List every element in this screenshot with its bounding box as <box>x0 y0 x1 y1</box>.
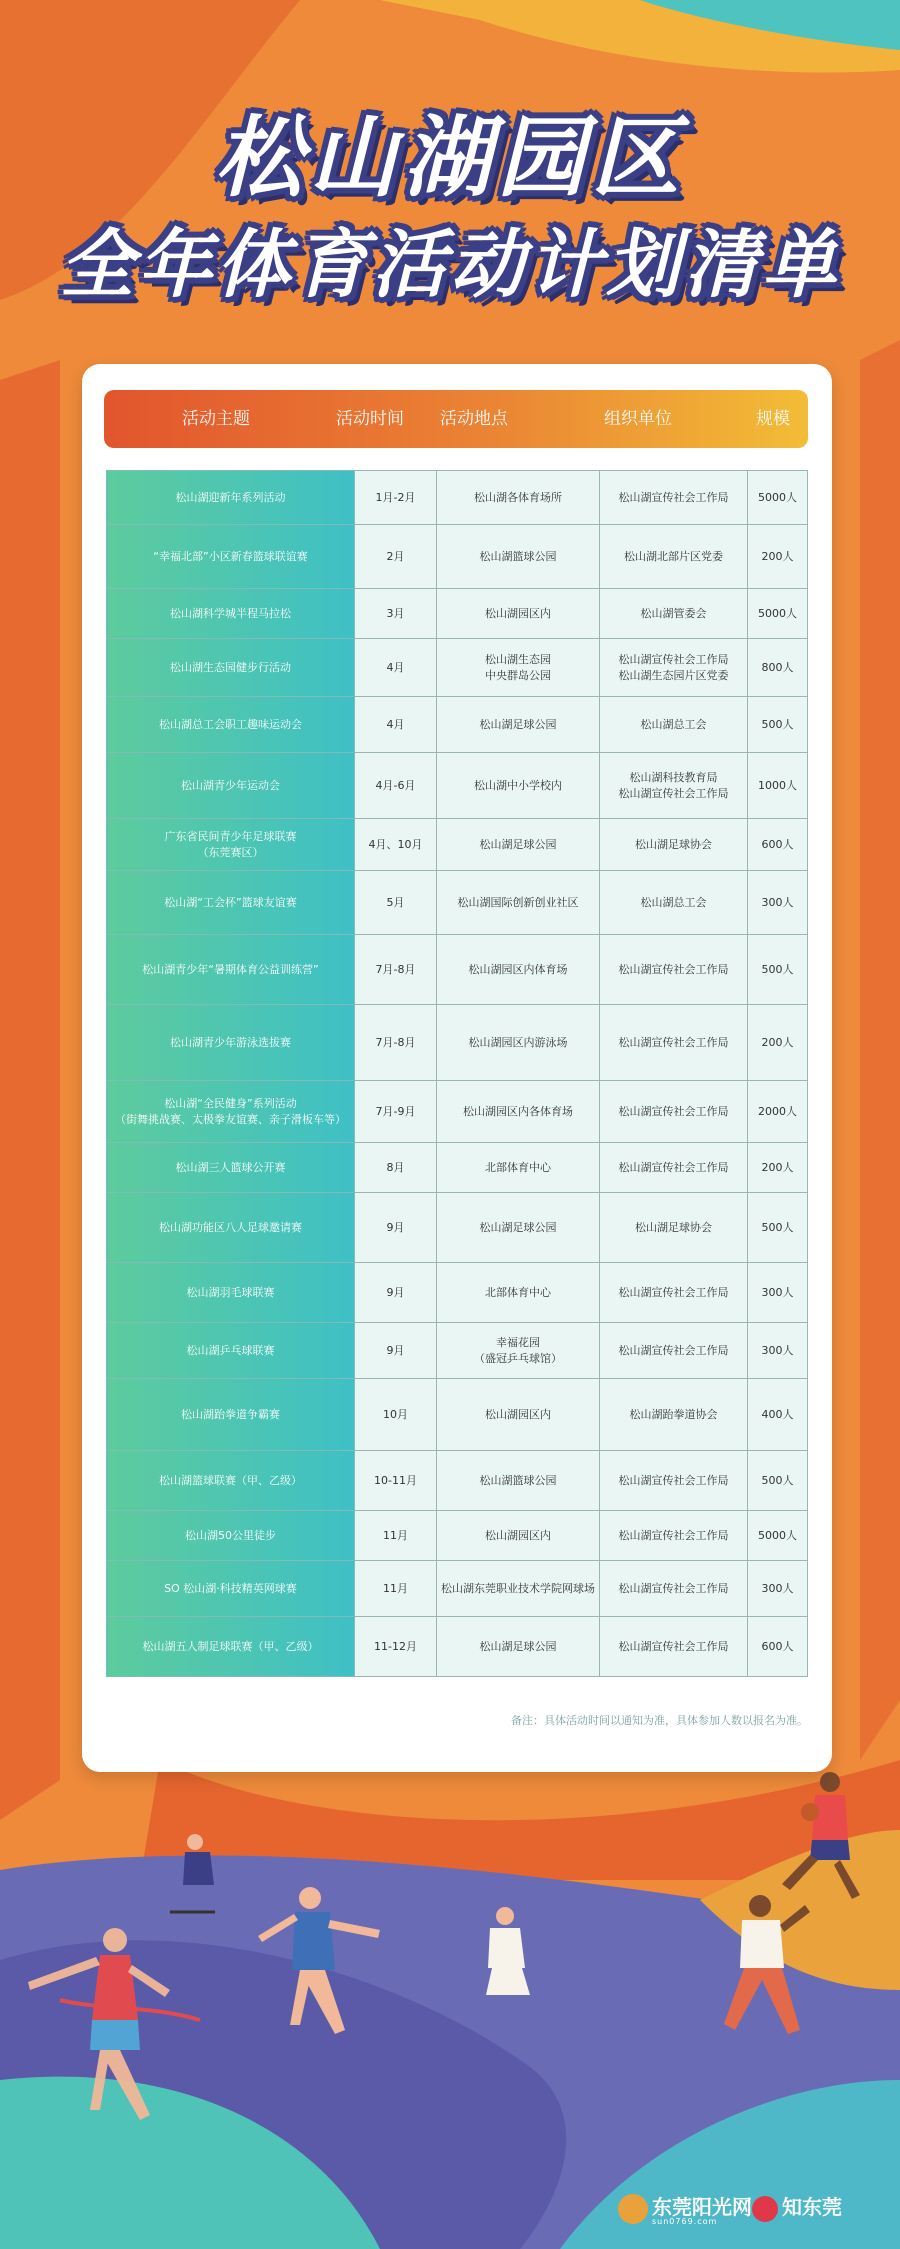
scale-cell: 5000人 <box>748 1511 808 1561</box>
time-cell: 4月 <box>355 697 437 753</box>
time-cell: 2月 <box>355 525 437 589</box>
scale-cell: 800人 <box>748 639 808 697</box>
activity-table-body <box>107 471 808 1677</box>
topic-cell: 松山湖三人篮球公开赛 <box>107 1143 355 1193</box>
place-cell: 松山湖足球公园 <box>437 697 600 753</box>
scale-cell: 600人 <box>748 819 808 871</box>
table-row <box>107 525 808 589</box>
scale-cell: 600人 <box>748 1617 808 1677</box>
table-row <box>107 471 808 525</box>
scale-cell: 400人 <box>748 1379 808 1451</box>
time-cell: 5月 <box>355 871 437 935</box>
org-cell: 松山湖宣传社会工作局 <box>600 1451 748 1511</box>
topic-cell: 松山湖科学城半程马拉松 <box>107 589 355 639</box>
topic-cell: 松山湖篮球联赛（甲、乙级） <box>107 1451 355 1511</box>
scale-cell: 500人 <box>748 1451 808 1511</box>
place-cell: 松山湖篮球公园 <box>437 525 600 589</box>
table-row <box>107 1263 808 1323</box>
table-row <box>107 1005 808 1081</box>
scale-cell: 500人 <box>748 1193 808 1263</box>
table-row <box>107 819 808 871</box>
sun-logo-icon <box>618 2194 648 2224</box>
table-row <box>107 697 808 753</box>
place-cell: 松山湖园区内体育场 <box>437 935 600 1005</box>
place-cell: 松山湖足球公园 <box>437 819 600 871</box>
org-cell: 松山湖科技教育局 松山湖宣传社会工作局 <box>600 753 748 819</box>
scale-cell: 5000人 <box>748 471 808 525</box>
place-cell: 北部体育中心 <box>437 1263 600 1323</box>
table-row <box>107 1143 808 1193</box>
org-cell: 松山湖总工会 <box>600 871 748 935</box>
table-row <box>107 1561 808 1617</box>
topic-cell: “幸福北部”小区新春篮球联谊赛 <box>107 525 355 589</box>
place-cell: 松山湖东莞职业技术学院网球场 <box>437 1561 600 1617</box>
sun0769-logo-name: 东莞阳光网 <box>652 2195 752 2219</box>
org-cell: 松山湖北部片区党委 <box>600 525 748 589</box>
org-cell: 松山湖总工会 <box>600 697 748 753</box>
scale-cell: 2000人 <box>748 1081 808 1143</box>
topic-cell: 松山湖羽毛球联赛 <box>107 1263 355 1323</box>
scale-cell: 200人 <box>748 1005 808 1081</box>
topic-cell: SO 松山湖·科技精英网球赛 <box>107 1561 355 1617</box>
table-row <box>107 1323 808 1379</box>
topic-cell: 松山湖五人制足球联赛（甲、乙级） <box>107 1617 355 1677</box>
scale-cell: 200人 <box>748 1143 808 1193</box>
header-topic: 活动主题 <box>182 409 250 429</box>
topic-cell: 松山湖功能区八人足球邀请赛 <box>107 1193 355 1263</box>
org-cell: 松山湖宣传社会工作局 <box>600 1323 748 1379</box>
header-scale: 规模 <box>756 409 790 429</box>
place-cell: 松山湖足球公园 <box>437 1617 600 1677</box>
table-row <box>107 1511 808 1561</box>
org-cell: 松山湖宣传社会工作局 <box>600 471 748 525</box>
page-subtitle: 全年体育活动计划清单 <box>60 222 840 308</box>
table-row <box>107 1081 808 1143</box>
time-cell: 4月-6月 <box>355 753 437 819</box>
zhidongguan-logo-icon <box>752 2196 778 2222</box>
time-cell: 8月 <box>355 1143 437 1193</box>
place-cell: 松山湖篮球公园 <box>437 1451 600 1511</box>
time-cell: 10月 <box>355 1379 437 1451</box>
scale-cell: 5000人 <box>748 589 808 639</box>
time-cell: 7月-8月 <box>355 935 437 1005</box>
place-cell: 北部体育中心 <box>437 1143 600 1193</box>
time-cell: 7月-9月 <box>355 1081 437 1143</box>
place-cell: 松山湖园区内 <box>437 589 600 639</box>
scale-cell: 500人 <box>748 697 808 753</box>
sun0769-logo-url: sun0769.com <box>652 2217 718 2226</box>
topic-cell: 松山湖跆拳道争霸赛 <box>107 1379 355 1451</box>
org-cell: 松山湖宣传社会工作局 <box>600 1561 748 1617</box>
topic-cell: 广东省民间青少年足球联赛 （东莞赛区） <box>107 819 355 871</box>
org-cell: 松山湖宣传社会工作局 松山湖生态园片区党委 <box>600 639 748 697</box>
time-cell: 3月 <box>355 589 437 639</box>
sun0769-logo[interactable] <box>652 2190 752 2224</box>
place-cell: 松山湖各体育场所 <box>437 471 600 525</box>
topic-cell: 松山湖总工会职工趣味运动会 <box>107 697 355 753</box>
time-cell: 4月 <box>355 639 437 697</box>
footnote: 备注：具体活动时间以通知为准，具体参加人数以报名为准。 <box>511 1714 808 1727</box>
table-row <box>107 935 808 1005</box>
time-cell: 9月 <box>355 1263 437 1323</box>
org-cell: 松山湖宣传社会工作局 <box>600 935 748 1005</box>
page-title: 松山湖园区 <box>214 106 685 209</box>
topic-cell: 松山湖青少年运动会 <box>107 753 355 819</box>
place-cell: 松山湖园区内游泳场 <box>437 1005 600 1081</box>
org-cell: 松山湖宣传社会工作局 <box>600 1263 748 1323</box>
topic-cell: 松山湖50公里徒步 <box>107 1511 355 1561</box>
place-cell: 松山湖足球公园 <box>437 1193 600 1263</box>
place-cell: 幸福花园 （盛冠乒乓球馆） <box>437 1323 600 1379</box>
org-cell: 松山湖跆拳道协会 <box>600 1379 748 1451</box>
header-org: 组织单位 <box>604 409 672 429</box>
org-cell: 松山湖宣传社会工作局 <box>600 1143 748 1193</box>
scale-cell: 300人 <box>748 1263 808 1323</box>
header-time: 活动时间 <box>336 409 404 429</box>
scale-cell: 1000人 <box>748 753 808 819</box>
time-cell: 9月 <box>355 1323 437 1379</box>
org-cell: 松山湖足球协会 <box>600 819 748 871</box>
time-cell: 7月-8月 <box>355 1005 437 1081</box>
table-row <box>107 589 808 639</box>
time-cell: 11-12月 <box>355 1617 437 1677</box>
place-cell: 松山湖园区内 <box>437 1379 600 1451</box>
table-row <box>107 1451 808 1511</box>
time-cell: 11月 <box>355 1561 437 1617</box>
activity-table <box>106 470 808 1677</box>
org-cell: 松山湖管委会 <box>600 589 748 639</box>
time-cell: 4月、10月 <box>355 819 437 871</box>
place-cell: 松山湖园区内 <box>437 1511 600 1561</box>
table-row <box>107 871 808 935</box>
scale-cell: 200人 <box>748 525 808 589</box>
table-row <box>107 639 808 697</box>
time-cell: 9月 <box>355 1193 437 1263</box>
org-cell: 松山湖宣传社会工作局 <box>600 1081 748 1143</box>
place-cell: 松山湖生态园 中央群岛公园 <box>437 639 600 697</box>
table-row <box>107 1193 808 1263</box>
org-cell: 松山湖宣传社会工作局 <box>600 1617 748 1677</box>
topic-cell: 松山湖生态园健步行活动 <box>107 639 355 697</box>
time-cell: 10-11月 <box>355 1451 437 1511</box>
org-cell: 松山湖足球协会 <box>600 1193 748 1263</box>
place-cell: 松山湖中小学校内 <box>437 753 600 819</box>
topic-cell: 松山湖青少年游泳选拔赛 <box>107 1005 355 1081</box>
org-cell: 松山湖宣传社会工作局 <box>600 1005 748 1081</box>
place-cell: 松山湖园区内各体育场 <box>437 1081 600 1143</box>
topic-cell: 松山湖“全民健身”系列活动 （街舞挑战赛、太极拳友谊赛、亲子滑板车等） <box>107 1081 355 1143</box>
scale-cell: 500人 <box>748 935 808 1005</box>
scale-cell: 300人 <box>748 871 808 935</box>
table-row <box>107 753 808 819</box>
topic-cell: 松山湖“工会杯”篮球友谊赛 <box>107 871 355 935</box>
table-row <box>107 1617 808 1677</box>
time-cell: 1月-2月 <box>355 471 437 525</box>
zhidongguan-logo[interactable]: 知东莞 <box>782 2195 842 2219</box>
scale-cell: 300人 <box>748 1561 808 1617</box>
scale-cell: 300人 <box>748 1323 808 1379</box>
topic-cell: 松山湖迎新年系列活动 <box>107 471 355 525</box>
org-cell: 松山湖宣传社会工作局 <box>600 1511 748 1561</box>
header-place: 活动地点 <box>440 409 508 429</box>
topic-cell: 松山湖青少年“暑期体育公益训练营” <box>107 935 355 1005</box>
topic-cell: 松山湖乒乓球联赛 <box>107 1323 355 1379</box>
table-header-bar <box>104 390 808 448</box>
place-cell: 松山湖国际创新创业社区 <box>437 871 600 935</box>
time-cell: 11月 <box>355 1511 437 1561</box>
table-row <box>107 1379 808 1451</box>
